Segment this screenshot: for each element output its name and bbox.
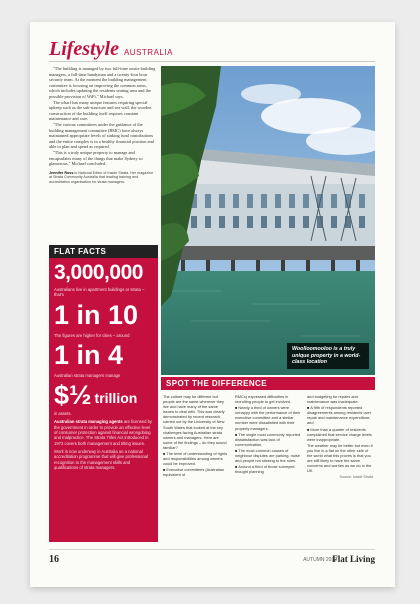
spot-column-1: [163, 394, 229, 481]
licensing-lead: Australian strata managing agents: [54, 419, 123, 425]
stat-one-in-ten: 1 in 10: [54, 299, 139, 330]
licensing-paragraph: [54, 419, 153, 445]
article-body: [49, 66, 157, 167]
spot-bullet: ■ More than a quarter of residents complained that service charge levels were inappropriate.: [307, 426, 372, 442]
section-region: AUSTRALIA: [123, 48, 173, 57]
spot-bullet: ■ The level of understanding of rights and responsibilities among owners could be improved.: [163, 451, 228, 467]
spot-the-difference-panel: [161, 377, 375, 543]
stat-assets-text: in assets.: [54, 411, 72, 417]
spot-paragraph: The culture may be different but people are the same wherever they live and have many of the same issues to deal with. This was clearly demonstrated by recent research carried out by the University of New South Wales that looked at the key challenges facing Australian strata owners and managers. Here are some of the findings – do they sound familiar?: [163, 394, 227, 450]
accreditation-paragraph: Work is now underway in Australia on a national accreditation programme that will give professional recognition to the management skills and qualifications of strata managers.: [54, 448, 149, 470]
wharf-illustration: [161, 66, 375, 375]
author-name: Jennifer Ross: [49, 170, 74, 175]
spot-bullet: ■ The single most commonly reported dissatisfaction was lack of communication.: [235, 431, 301, 447]
spot-paragraph: RMCs) expressed difficulties in recruiting people to get involved.: [235, 394, 292, 405]
section-title: Lifestyle: [49, 38, 119, 60]
article-paragraph: "This is a truly unique property to manage and encapsulates many of the things that make Sydney so glamorous," Michael concluded.: [49, 149, 143, 167]
licensing-body: are licensed by the government in order to provide an effective level of consumer protection against financial wrongdoing and malpractice. The Strata Titles Act introduced in 1973 covers both management and titling issues.: [54, 419, 152, 446]
wharf-photo: [161, 66, 375, 375]
stat-cities-text: The figures are higher for cities – around: [54, 332, 130, 338]
flat-facts-panel: [49, 245, 158, 542]
issue-date: AUTUMN 2012: [303, 557, 337, 563]
stat-assets-unit: trillion: [94, 390, 138, 407]
spot-paragraph: and budgeting for repairs and maintenance was inadequate.: [307, 394, 359, 405]
stat-assets-value: $½: [54, 380, 92, 411]
spot-column-3: [307, 394, 373, 481]
stat-managers-text: Australian strata managers manage: [54, 372, 121, 378]
spot-source: Source: Inside Strata: [339, 475, 373, 480]
article-paragraph: The wharf has many unique features requiring special upkeep such as the sub-structure and sea wall, the wooden construction of the building itself requires constant maintenance and care.: [49, 99, 152, 122]
author-bio: is National Editor of Inside Strata. Her magazine at Strata Community Australia that leading training and accreditation organisation for strata managers.: [49, 170, 154, 184]
spot-column-2: [235, 394, 301, 481]
spot-bullet: ■ The most common causes of neighbour disputes are parking, noise and people not sticking to the rules.: [235, 447, 300, 464]
magazine-page: [30, 22, 395, 587]
spot-heading: SPOT THE DIFFERENCE: [161, 377, 375, 390]
article-paragraph: "The building is managed by two full-time onsite building managers, a full-time handyman and a twenty-four hour security team. At the moment the building management committee is focusing on improving the common areas, which includes updating the residents seating area and the possible provision of WiFi," Michael says.: [49, 66, 156, 99]
photo-caption: Woolloomooloo is a truly unique property in a world-class location: [287, 343, 369, 369]
article-paragraph: "The various committees under the guidance of the building management committee (BMC) have always maintained appropriate levels of sinking fund contributions and the entire complex is in a healthy financial position and able to plan and spend as required.: [49, 121, 154, 150]
article-column: [49, 66, 157, 184]
stat-residents-text: Australians live in apartment buildings or strata – that's: [54, 287, 145, 298]
stat-assets: [54, 380, 153, 411]
flat-facts-heading: FLAT FACTS: [49, 245, 158, 258]
stat-one-in-four: 1 in 4: [54, 339, 124, 370]
page-number: 16: [49, 554, 59, 565]
spot-bullet: ■ Executive committees (Australian equivalent of: [163, 467, 224, 478]
section-header: [49, 38, 173, 61]
stat-residents: 3,000,000: [54, 261, 143, 284]
magazine-name: Flat Living: [332, 554, 375, 564]
spot-paragraph: The weather may be better but even if you live in a flat on the other side of the world what this proves is that you are still likely to have the same concerns and worries as we do in the UK.: [307, 442, 373, 474]
author-byline: [49, 171, 157, 185]
spot-bullet: ■ A fifth of respondents reported disagreements among residents over repair and maintenance expenditure, and: [307, 405, 372, 426]
spot-bullet: ■ Nearly a third of owners were unhappy with the performance of their executive committee and a similar number were dissatisfied with their property managers.: [235, 405, 301, 431]
spot-bullet: ■ Around a third of those surveyed thought planning: [235, 464, 295, 475]
footer-divider: [49, 549, 375, 550]
header-divider: [49, 61, 375, 62]
